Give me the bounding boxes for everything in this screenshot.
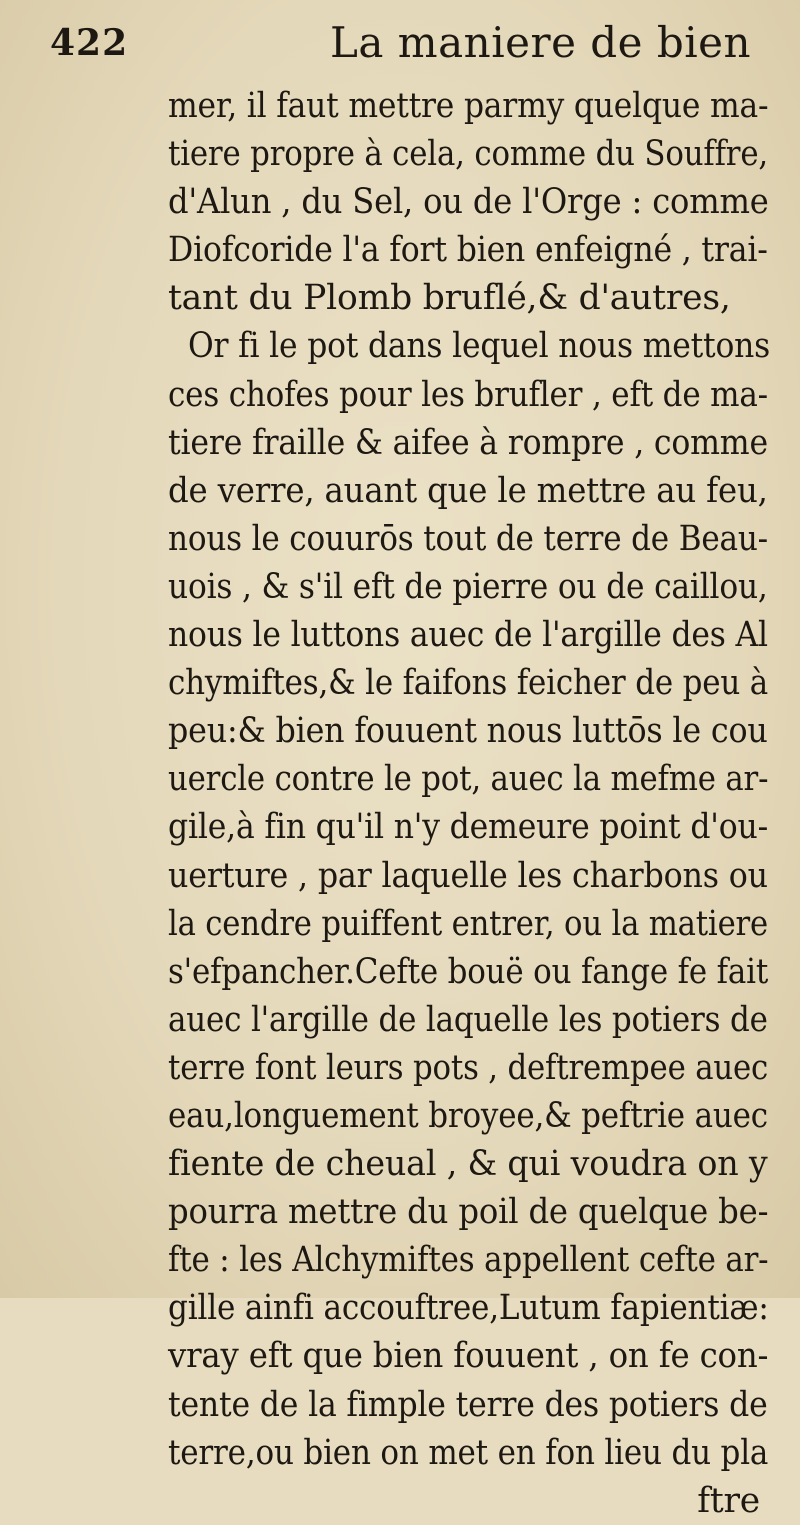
paragraph-start-line: Or fi le pot dans lequel nous mettons	[188, 326, 771, 367]
text-line: uerture , par laquelle les charbons ou	[168, 855, 768, 896]
text-line: uois , & s'il eft de pierre ou de caillou,	[168, 566, 768, 607]
body-text	[168, 82, 771, 1525]
text-line: ces chofes pour les brufler , eft de ma-	[168, 374, 768, 415]
running-title: La maniere de bien	[330, 18, 752, 67]
text-line: tant du Plomb bruflé,& d'autres,	[168, 278, 731, 319]
text-line: pourra mettre du poil de quelque be-	[168, 1192, 769, 1233]
text-line: mer, il faut mettre parmy quelque ma-	[168, 86, 769, 126]
page-number: 422	[50, 22, 129, 64]
text-line: eau,longuement broyee,& peftrie auec	[168, 1095, 768, 1136]
text-line: uercle contre le pot, auec la mefme ar-	[168, 759, 769, 800]
text-line: tiere propre à cela, comme du Souffre,	[168, 134, 769, 175]
text-line: fte : les Alchymiftes appellent cefte ar-	[168, 1240, 769, 1281]
text-line: auec l'argille de laquelle les potiers de	[168, 999, 768, 1040]
text-line: gile,à fin qu'il n'y demeure point d'ou-	[168, 807, 769, 848]
catchword: ftre	[697, 1480, 760, 1521]
text-line: terre,ou bien on met en fon lieu du pla	[168, 1432, 769, 1473]
text-line: chymiftes,& le faifons feicher de peu à	[168, 663, 769, 704]
text-line: gille ainfi accouftree,Lutum fapientiæ:	[168, 1288, 769, 1329]
text-line: tente de la fimple terre des potiers de	[168, 1384, 768, 1425]
text-line: nous le couurōs tout de terre de Beau-	[168, 518, 768, 559]
text-line: nous le luttons auec de l'argille des Al	[168, 615, 768, 656]
text-line: de verre, auant que le mettre au feu,	[168, 470, 768, 511]
text-line: fiente de cheual , & qui voudra on y	[168, 1144, 768, 1185]
text-line: peu:& bien fouuent nous luttōs le cou	[168, 711, 768, 752]
page-header	[50, 14, 770, 74]
text-line: la cendre puiffent entrer, ou la matiere	[168, 903, 769, 944]
text-line: tiere fraille & aifee à rompre , comme	[168, 422, 768, 463]
text-line: vray eft que bien fouuent , on fe con-	[168, 1336, 769, 1377]
text-line: d'Alun , du Sel, ou de l'Orge : comme	[168, 182, 769, 223]
text-line: s'efpancher.Cefte bouë ou fange fe fait	[168, 951, 769, 992]
text-line: terre font leurs pots , deftrempee auec	[168, 1047, 769, 1088]
text-line: Diofcoride l'a fort bien enfeigné , trai-	[168, 230, 768, 271]
